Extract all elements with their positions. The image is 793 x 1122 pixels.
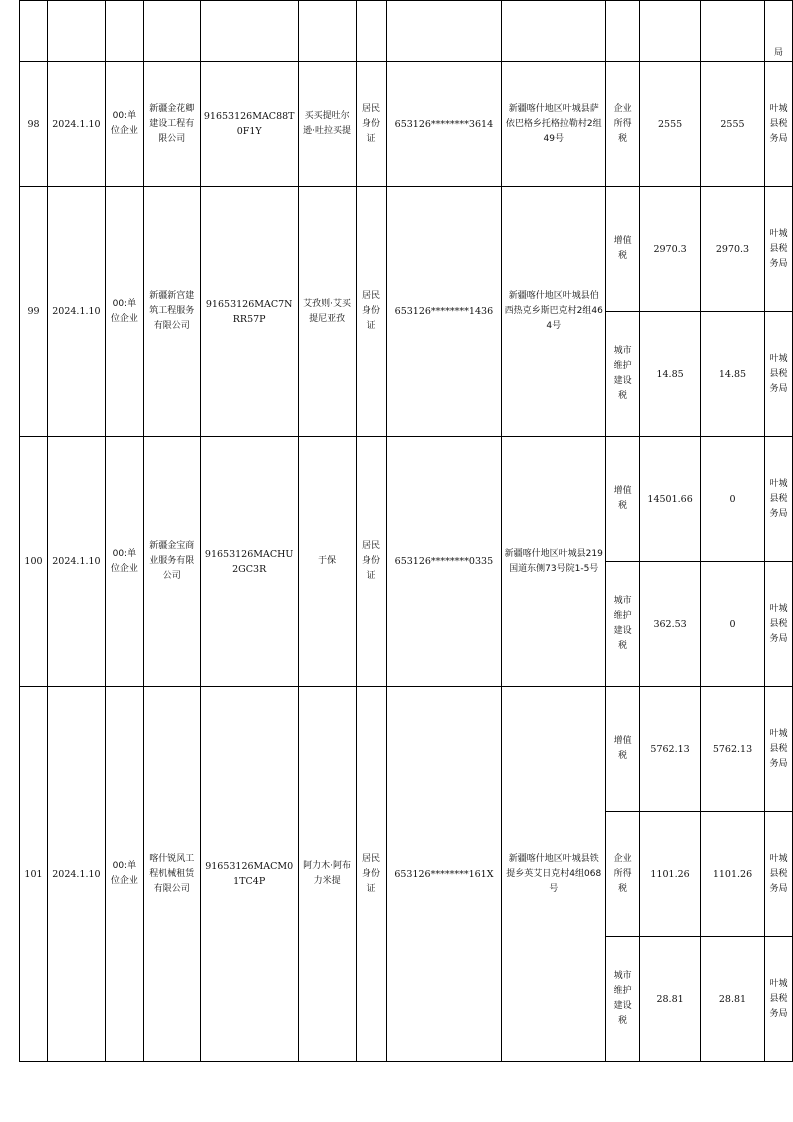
table-row-continuation xyxy=(20,1,793,62)
cell-company-name: 新疆新宫建筑工程服务有限公司 xyxy=(143,187,200,437)
table-row xyxy=(20,62,793,187)
table-body xyxy=(20,1,793,1062)
table-row xyxy=(20,187,793,312)
cell-owed-amount: 2970.3 xyxy=(640,187,701,312)
cell-id-number: 653126********0335 xyxy=(386,437,502,687)
cell-tax-office: 叶城县税务局 xyxy=(764,687,792,812)
cell-legal-representative: 于保 xyxy=(298,437,356,687)
cell-tax-office: 叶城县税务局 xyxy=(764,937,792,1062)
arrears-table xyxy=(19,0,793,1062)
cell-balance-amount: 14.85 xyxy=(701,312,765,437)
cell-balance-amount: 2970.3 xyxy=(701,187,765,312)
cell-balance-amount: 0 xyxy=(701,437,765,562)
cell-seq-no: 99 xyxy=(20,187,48,437)
cell-tax-office: 局 xyxy=(764,1,792,62)
cell-credit-code: 91653126MACM01TC4P xyxy=(200,687,298,1062)
cell-legal-representative: 买买提吐尔逊·吐拉买提 xyxy=(298,62,356,187)
cell-date: 2024.1.10 xyxy=(47,62,105,187)
table-row xyxy=(20,687,793,812)
cell-seq-no: 101 xyxy=(20,687,48,1062)
cell-tax-type: 城市维护建设税 xyxy=(606,937,640,1062)
cell-address: 新疆喀什地区叶城县铁提乡英艾日克村4组068号 xyxy=(502,687,606,1062)
cell-date: 2024.1.10 xyxy=(47,437,105,687)
cell-tax-office: 叶城县税务局 xyxy=(764,437,792,562)
cell-balance-amount: 5762.13 xyxy=(701,687,765,812)
cell-credit-code: 91653126MAC88T0F1Y xyxy=(200,62,298,187)
cell-empty xyxy=(200,1,298,62)
cell-owed-amount: 362.53 xyxy=(640,562,701,687)
cell-tax-office: 叶城县税务局 xyxy=(764,62,792,187)
cell-tax-office: 叶城县税务局 xyxy=(764,812,792,937)
cell-seq-no: 100 xyxy=(20,437,48,687)
cell-taxpayer-type: 00:单位企业 xyxy=(105,437,143,687)
cell-address: 新疆喀什地区叶城县219国道东侧73号院1-5号 xyxy=(502,437,606,687)
table-row xyxy=(20,437,793,562)
cell-credit-code: 91653126MACHU2GC3R xyxy=(200,437,298,687)
cell-company-name: 新疆金花卿建设工程有限公司 xyxy=(143,62,200,187)
cell-id-type: 居民身份证 xyxy=(356,62,386,187)
cell-balance-amount: 1101.26 xyxy=(701,812,765,937)
cell-empty xyxy=(105,1,143,62)
cell-tax-type: 增值税 xyxy=(606,437,640,562)
cell-company-name: 喀什锐风工程机械租赁有限公司 xyxy=(143,687,200,1062)
cell-empty xyxy=(298,1,356,62)
cell-taxpayer-type: 00:单位企业 xyxy=(105,62,143,187)
cell-balance-amount: 2555 xyxy=(701,62,765,187)
cell-tax-type: 增值税 xyxy=(606,687,640,812)
cell-address: 新疆喀什地区叶城县伯西热克乡斯巴克村2组464号 xyxy=(502,187,606,437)
cell-date: 2024.1.10 xyxy=(47,687,105,1062)
cell-id-type: 居民身份证 xyxy=(356,437,386,687)
cell-balance-amount: 28.81 xyxy=(701,937,765,1062)
cell-taxpayer-type: 00:单位企业 xyxy=(105,687,143,1062)
cell-owed-amount: 5762.13 xyxy=(640,687,701,812)
cell-empty xyxy=(20,1,48,62)
cell-date: 2024.1.10 xyxy=(47,187,105,437)
cell-legal-representative: 艾孜则·艾买提尼亚孜 xyxy=(298,187,356,437)
cell-empty xyxy=(143,1,200,62)
cell-empty xyxy=(386,1,502,62)
cell-tax-office: 叶城县税务局 xyxy=(764,562,792,687)
cell-tax-type: 城市维护建设税 xyxy=(606,562,640,687)
cell-tax-office: 叶城县税务局 xyxy=(764,312,792,437)
cell-owed-amount: 28.81 xyxy=(640,937,701,1062)
cell-taxpayer-type: 00:单位企业 xyxy=(105,187,143,437)
cell-owed-amount: 1101.26 xyxy=(640,812,701,937)
cell-empty xyxy=(640,1,701,62)
cell-owed-amount: 14501.66 xyxy=(640,437,701,562)
cell-empty xyxy=(502,1,606,62)
cell-tax-office: 叶城县税务局 xyxy=(764,187,792,312)
cell-id-type: 居民身份证 xyxy=(356,187,386,437)
cell-id-number: 653126********1436 xyxy=(386,187,502,437)
cell-balance-amount: 0 xyxy=(701,562,765,687)
cell-id-number: 653126********161X xyxy=(386,687,502,1062)
cell-empty xyxy=(701,1,765,62)
cell-legal-representative: 阿力木·阿布力米提 xyxy=(298,687,356,1062)
cell-company-name: 新疆金宝商业服务有限公司 xyxy=(143,437,200,687)
cell-empty xyxy=(606,1,640,62)
cell-tax-type: 企业所得税 xyxy=(606,62,640,187)
cell-id-type: 居民身份证 xyxy=(356,687,386,1062)
cell-address: 新疆喀什地区叶城县萨依巴格乡托格拉勒村2组49号 xyxy=(502,62,606,187)
cell-tax-type: 增值税 xyxy=(606,187,640,312)
cell-owed-amount: 14.85 xyxy=(640,312,701,437)
cell-empty xyxy=(356,1,386,62)
cell-credit-code: 91653126MAC7NRR57P xyxy=(200,187,298,437)
cell-empty xyxy=(47,1,105,62)
cell-owed-amount: 2555 xyxy=(640,62,701,187)
cell-tax-type: 企业所得税 xyxy=(606,812,640,937)
cell-tax-type: 城市维护建设税 xyxy=(606,312,640,437)
cell-seq-no: 98 xyxy=(20,62,48,187)
cell-id-number: 653126********3614 xyxy=(386,62,502,187)
